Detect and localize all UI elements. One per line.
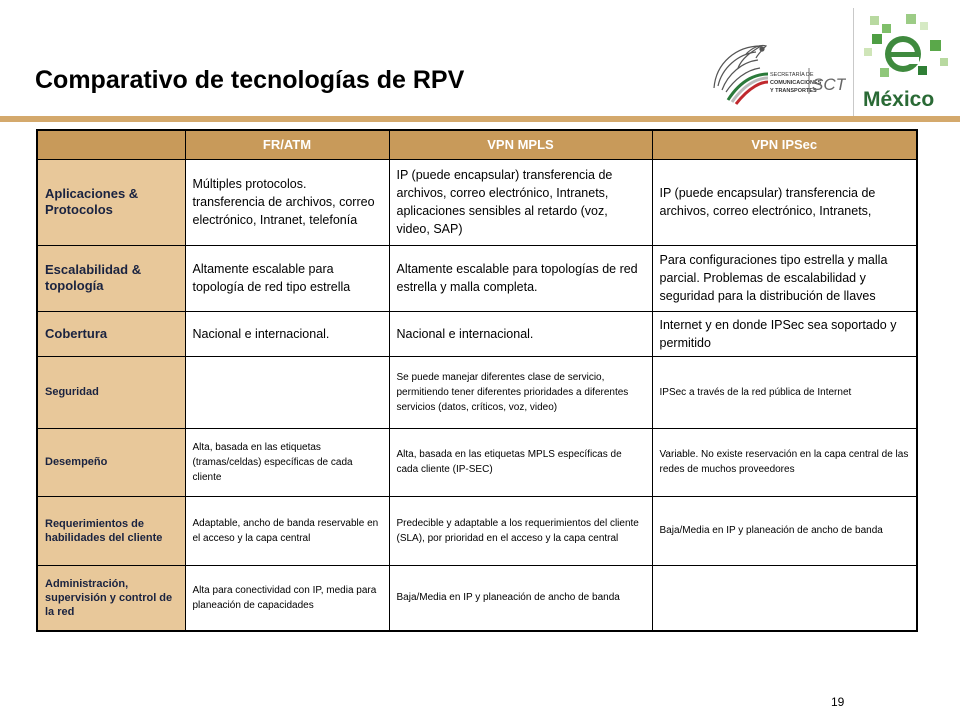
table-cell: Nacional e internacional.	[389, 311, 652, 356]
logo-divider	[853, 8, 854, 120]
column-header-vpn-mpls: VPN MPLS	[389, 130, 652, 159]
table-cell: Se puede manejar diferentes clase de servicio, permitiendo tener diferentes prioridades a diferentes servicios (datos, críticos, voz, video)	[389, 356, 652, 428]
table-cell: IP (puede encapsular) transferencia de archivos, correo electrónico, Intranets,	[652, 159, 917, 245]
row-header: Aplicaciones & Protocolos	[37, 159, 185, 245]
e-letter-icon	[885, 36, 921, 72]
mexico-wordmark: México	[863, 88, 935, 111]
table-cell: Alta, basada en las etiquetas MPLS específicas de cada cliente (IP-SEC)	[389, 428, 652, 496]
table-cell: Baja/Media en IP y planeación de ancho de banda	[652, 496, 917, 565]
table-cell	[652, 565, 917, 631]
table-cell: IP (puede encapsular) transferencia de archivos, correo electrónico, Intranets, aplicaciones sensibles al retardo (voz, video, SAP)	[389, 159, 652, 245]
page-number: 19	[831, 695, 845, 709]
table-row	[37, 356, 917, 428]
header-corner-cell	[37, 130, 185, 159]
sct-name-line2: COMUNICACIONES	[770, 80, 822, 86]
sct-name-line3: Y TRANSPORTES	[770, 88, 817, 94]
comparison-table	[36, 129, 918, 632]
table-cell: IPSec a través de la red pública de Internet	[652, 356, 917, 428]
table-cell: Variable. No existe reservación en la capa central de las redes de muchos proveedores	[652, 428, 917, 496]
table-cell: Baja/Media en IP y planeación de ancho de banda	[389, 565, 652, 631]
table-row	[37, 496, 917, 565]
table-cell: Internet y en donde IPSec sea soportado y permitido	[652, 311, 917, 356]
sct-logo	[706, 28, 846, 108]
row-header: Desempeño	[37, 428, 185, 496]
table-row	[37, 159, 917, 245]
table-cell: Predecible y adaptable a los requerimientos del cliente (SLA), por prioridad en el acceso y la capa central	[389, 496, 652, 565]
table-cell: Adaptable, ancho de banda reservable en el acceso y la capa central	[185, 496, 389, 565]
table-header-row	[37, 130, 917, 159]
title-rule	[0, 116, 960, 122]
row-header: Requerimientos de habilidades del cliente	[37, 496, 185, 565]
column-header-vpn-ipsec: VPN IPSec	[652, 130, 917, 159]
column-header-fr-atm: FR/ATM	[185, 130, 389, 159]
comparison-table-wrap	[36, 129, 916, 632]
row-header: Cobertura	[37, 311, 185, 356]
table-cell: Para configuraciones tipo estrella y malla parcial. Problemas de escalabilidad y seguridad para la distribución de llaves	[652, 245, 917, 311]
table-row	[37, 428, 917, 496]
table-row	[37, 245, 917, 311]
table-cell	[185, 356, 389, 428]
table-row	[37, 311, 917, 356]
table-cell: Altamente escalable para topologías de red estrella y malla completa.	[389, 245, 652, 311]
table-cell: Alta, basada en las etiquetas (tramas/celdas) específicas de cada cliente	[185, 428, 389, 496]
table-cell: Altamente escalable para topología de red tipo estrella	[185, 245, 389, 311]
row-header: Seguridad	[37, 356, 185, 428]
sct-abbrev: SCT	[812, 75, 846, 94]
table-cell: Nacional e internacional.	[185, 311, 389, 356]
table-cell: Alta para conectividad con IP, media para planeación de capacidades	[185, 565, 389, 631]
slide-title: Comparativo de tecnologías de RPV	[35, 66, 465, 94]
sct-tricolor-stripes-icon	[728, 74, 768, 104]
sct-name-line1: SECRETARÍA DE	[770, 72, 814, 78]
table-row	[37, 565, 917, 631]
row-header: Escalabilidad & topología	[37, 245, 185, 311]
row-header: Administración, supervisión y control de la red	[37, 565, 185, 631]
table-cell: Múltiples protocolos. transferencia de archivos, correo electrónico, Intranet, telefonía	[185, 159, 389, 245]
